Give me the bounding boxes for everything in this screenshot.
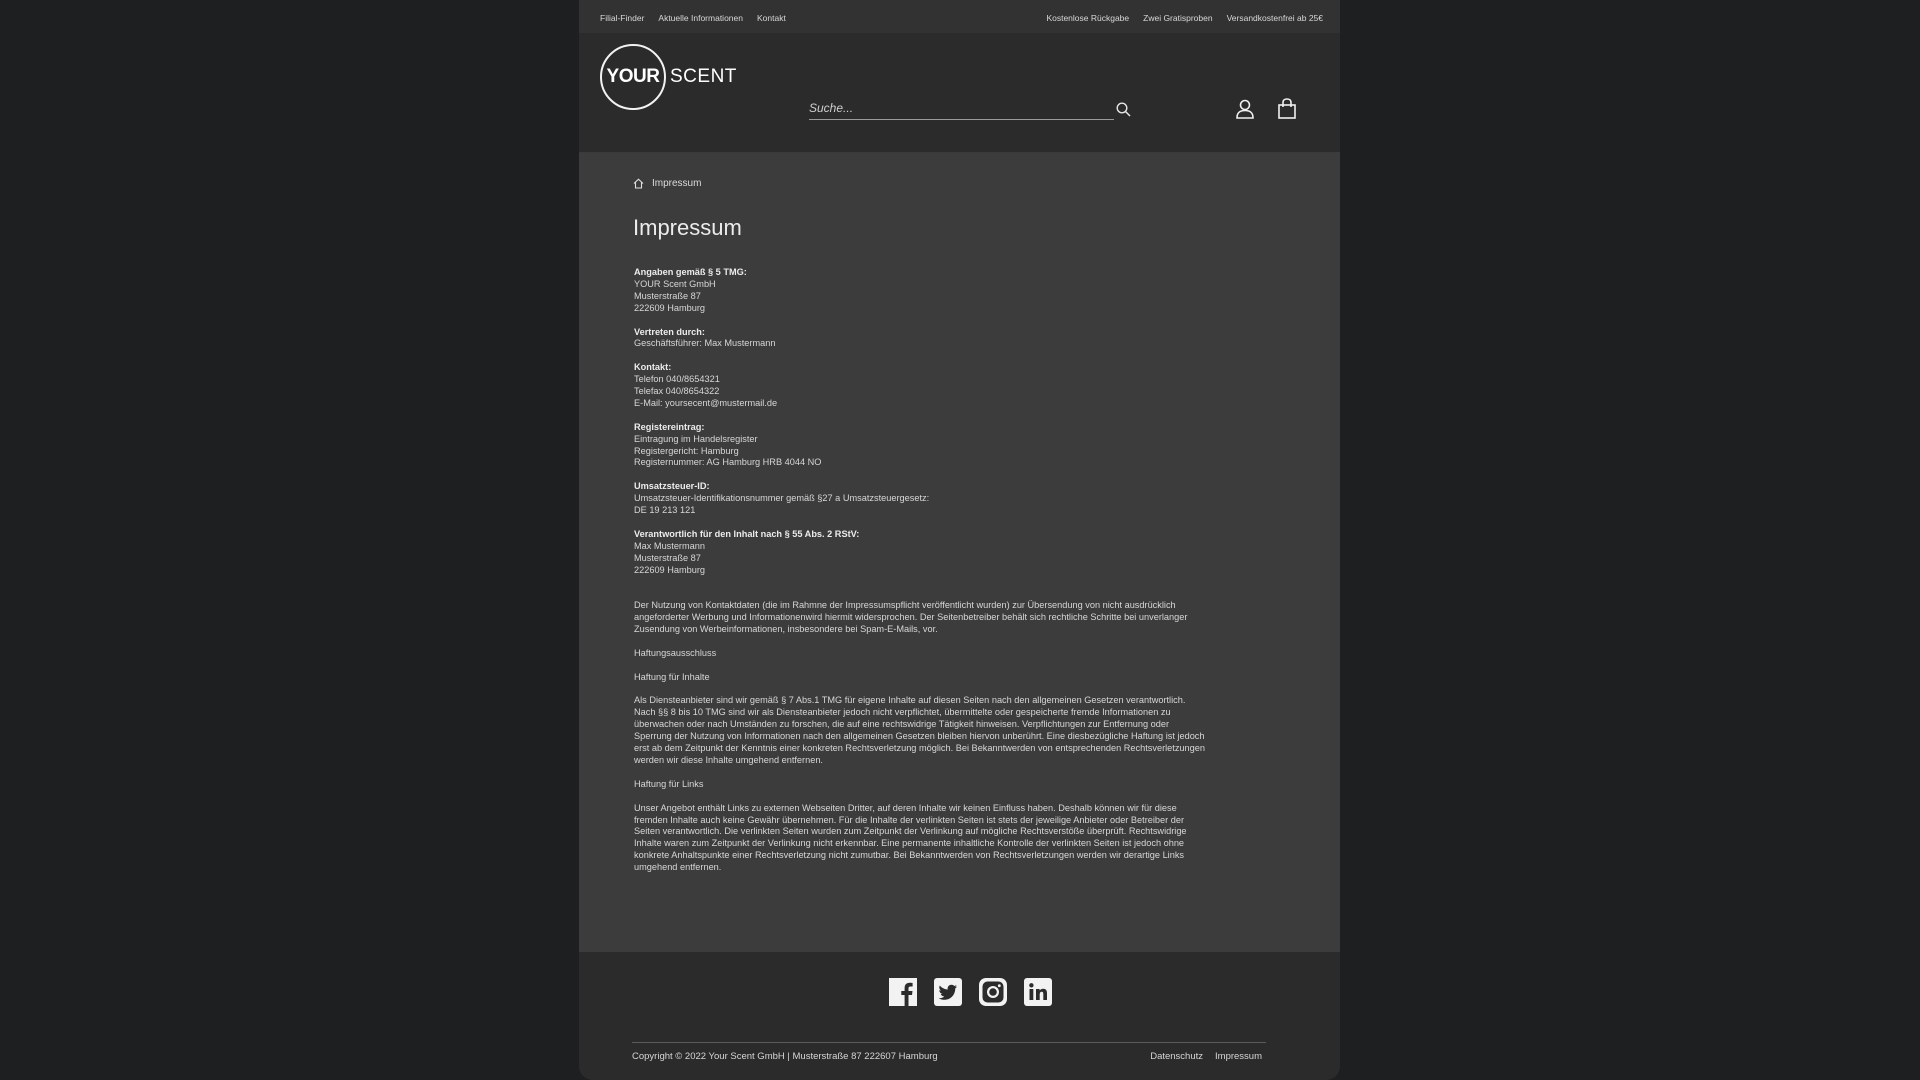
twitter-icon[interactable]	[933, 977, 963, 1007]
section-line: Max Mustermann	[634, 540, 705, 551]
section-line: Eintragung im Handelsregister	[634, 433, 758, 444]
paragraph-haftung-inhalte	[634, 695, 1234, 766]
breadcrumb-current: Impressum	[652, 178, 702, 189]
section-verantwortlich	[634, 529, 1234, 577]
paragraph-haftungsausschluss	[634, 648, 1234, 660]
paragraph-haftung-links	[634, 803, 1234, 874]
section-line: Musterstraße 87	[634, 552, 701, 563]
footer-link-datenschutz[interactable]: Datenschutz	[1150, 1051, 1204, 1062]
utility-bar	[579, 0, 1340, 33]
page-title: Impressum	[633, 215, 742, 240]
site-footer	[579, 952, 1340, 1080]
logo-circle: YOUR	[600, 44, 666, 110]
section-umsatzsteuer	[634, 481, 1234, 517]
paragraph-line: Der Nutzung von Kontaktdaten (die im Rahmne der Impressumspflicht veröffentlicht wurden) zur Übersendung von nicht ausdrücklich	[634, 600, 1176, 611]
utility-links-right	[1046, 13, 1323, 23]
paragraph-line: Unser Angebot enthält Links zu externen Webseiten Dritter, auf deren Inhalte wir keinen Einfluss haben. Deshalb können wir für diese	[634, 802, 1177, 813]
link-gratisproben[interactable]: Zwei Gratisproben	[1143, 13, 1213, 23]
section-angaben	[634, 267, 1234, 315]
paragraph-line: erst ab dem Zeitpunkt der Kenntnis einer konkreten Rechtsverletzung möglich. Bei Bekanntwerden von entsprechenden Rechtsverletzungen	[634, 743, 1205, 754]
paragraph-line: Haftung für Links	[634, 778, 704, 789]
section-line: 222609 Hamburg	[634, 302, 705, 313]
paragraph-line: Seiten verantwortlich. Die verlinkten Seiten wurden zum Zeitpunkt der Verlinkung auf mögliche Rechtsverstöße überprüft. Rechtswidrige	[634, 826, 1187, 837]
section-heading: Verantwortlich für den Inhalt nach § 55 Abs. 2 RStV:	[634, 528, 860, 539]
section-line: Umsatzsteuer-Identifikationsnummer gemäß §27 a Umsatzsteuergesetz:	[634, 493, 930, 504]
paragraph-kontaktdaten	[634, 600, 1234, 636]
section-line: DE 19 213 121	[634, 505, 696, 516]
breadcrumb	[633, 178, 701, 189]
paragraph-line: Sperrung der Nutzung von Informationen nach den allgemeinen Gesetzen bleiben hiervon unberührt. Eine diesbezügliche Haftung ist jedoch	[634, 731, 1205, 742]
paragraph-haftung-links-heading	[634, 779, 1234, 791]
logo-text: SCENT	[670, 66, 737, 87]
section-line: E-Mail: yoursecent@mustermail.de	[634, 397, 778, 408]
copyright-text: Copyright © 2022 Your Scent GmbH | Musterstraße 87 222607 Hamburg	[632, 1051, 938, 1062]
utility-links-left	[600, 13, 786, 23]
link-kostenlose-rueckgabe[interactable]: Kostenlose Rückgabe	[1046, 13, 1130, 23]
paragraph-line: Haftung für Inhalte	[634, 671, 710, 682]
paragraph-line: Haftungsausschluss	[634, 647, 717, 658]
main-content	[579, 153, 1340, 952]
paragraph-line: Inhalte waren zum Zeitpunkt der Verlinkung nicht erkennbar. Eine permanente inhaltliche Kontrolle der verlinkten Seiten ist jedoch ohne	[634, 838, 1185, 849]
section-line: Registergericht: Hamburg	[634, 445, 739, 456]
user-icon[interactable]	[1236, 99, 1254, 124]
social-links	[888, 977, 1053, 1007]
link-aktuelle-informationen[interactable]: Aktuelle Informationen	[658, 13, 743, 23]
section-vertreten	[634, 327, 1234, 351]
link-kontakt[interactable]: Kontakt	[756, 13, 786, 23]
paragraph-haftung-inhalte-heading	[634, 672, 1234, 684]
section-line: 222609 Hamburg	[634, 564, 705, 575]
shopping-bag-icon[interactable]	[1278, 98, 1296, 124]
link-versandkostenfrei[interactable]: Versandkostenfrei ab 25€	[1226, 13, 1323, 23]
paragraph-line: überwachen oder nach Umständen zu forschen, die auf eine rechtswidrige Tätigkeit hinweisen. Verpflichtungen zur Entfernung oder	[634, 719, 1170, 730]
section-heading: Angaben gemäß § 5 TMG:	[634, 267, 747, 277]
search-input[interactable]	[809, 101, 1114, 119]
footer-link-impressum[interactable]: Impressum	[1215, 1051, 1262, 1062]
paragraph-line: angeforderter Werbung und Informationenwird hiermit widersprochen. Der Seitenbetreiber behält sich rechtliche Schritte bei unverlanger	[634, 612, 1188, 623]
page-frame	[579, 0, 1340, 1080]
footer-links	[1150, 1051, 1262, 1062]
footer-divider	[632, 1042, 1266, 1043]
section-line: Geschäftsführer: Max Mustermann	[634, 338, 776, 349]
link-filial-finder[interactable]: Filial-Finder	[600, 13, 645, 23]
facebook-icon[interactable]	[888, 977, 918, 1007]
spacer	[634, 588, 1234, 600]
section-heading: Vertreten durch:	[634, 326, 705, 337]
section-line: Registernummer: AG Hamburg HRB 4044 NO	[634, 457, 822, 468]
paragraph-line: konkrete Anhaltspunkte einer Rechtsverletzung nicht zumutbar. Bei Bekanntwerden von Rechtsverletzungen werden wir derartige Links	[634, 850, 1185, 861]
section-line: Telefon 040/8654321	[634, 374, 720, 385]
home-icon[interactable]	[633, 178, 644, 189]
paragraph-line: Zusendung von Werbeinformationen, insbesondere bei Spam-E-Mails, vor.	[634, 624, 938, 635]
section-line: Musterstraße 87	[634, 290, 701, 301]
paragraph-line: werden wir diese Inhalte umgehend entfernen.	[634, 755, 823, 765]
logo[interactable]	[600, 44, 737, 110]
section-heading: Registereintrag:	[634, 421, 705, 432]
paragraph-line: Als Diensteanbieter sind wir gemäß § 7 Abs.1 TMG für eigene Inhalte auf diesen Seiten nach den allgemeinen Gesetzen verantwortlich.	[634, 695, 1186, 706]
paragraph-line: Nach §§ 8 bis 10 TMG sind wir als Diensteanbieter jedoch nicht verpflichtet, übermittelte oder gespeicherte fremde Informationen zu	[634, 707, 1171, 718]
section-line: Telefax 040/8654322	[634, 386, 720, 397]
instagram-icon[interactable]	[978, 977, 1008, 1007]
site-header	[579, 33, 1340, 153]
section-line: YOUR Scent GmbH	[634, 278, 716, 289]
linkedin-icon[interactable]	[1023, 977, 1053, 1007]
section-heading: Kontakt:	[634, 362, 672, 373]
section-registereintrag	[634, 422, 1234, 470]
section-kontakt	[634, 362, 1234, 410]
search-box	[809, 99, 1114, 120]
search-icon[interactable]	[1116, 102, 1131, 122]
paragraph-line: umgehend entfernen.	[634, 862, 722, 873]
paragraph-line: fremden Inhalte auch keine Gewähr übernehmen. Für die Inhalte der verlinkten Seiten ist stets der jeweilige Anbieter oder Betreiber der	[634, 814, 1185, 825]
impressum-text	[634, 267, 1234, 886]
section-heading: Umsatzsteuer-ID:	[634, 481, 710, 492]
